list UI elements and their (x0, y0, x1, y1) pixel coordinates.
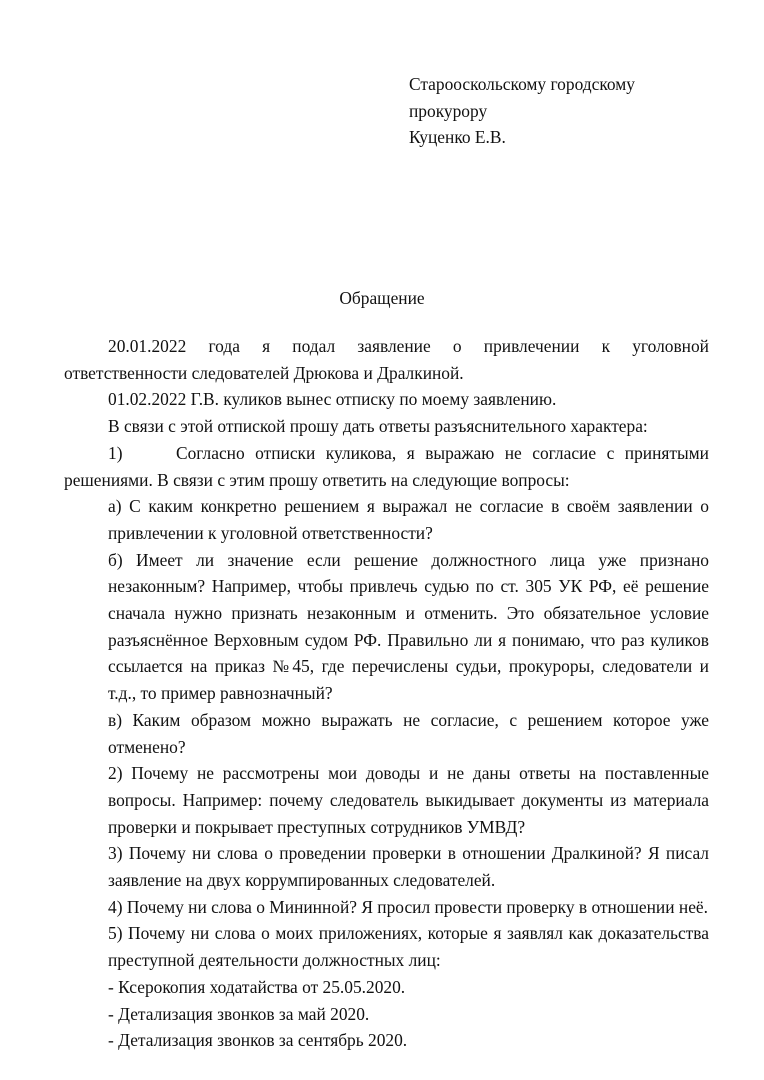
document-title: Обращение (339, 288, 425, 308)
paragraph: В связи с этой отпиской прошу дать ответы разъяснительного характера: (108, 416, 648, 437)
paragraph: решениями. В связи с этим прошу ответить на следующие вопросы: (64, 469, 570, 490)
paragraph: 01.02.2022 Г.В. куликов вынес отписку по моему заявлению. (108, 389, 557, 410)
numbered-item: 4) Почему ни слова о Мининной? Я просил провести проверку в отношении неё. (108, 896, 708, 917)
attachment-item: - Детализация звонков за сентябрь 2020. (108, 1030, 408, 1051)
paragraph: ответственности следователей Дрюкова и Дралкиной. (64, 362, 464, 383)
sub-item-a: а) С каким конкретно решением я выражал не согласие в своём заявлении о привлечении к уголовной ответственности? (108, 496, 709, 543)
sub-item-v: в) Каким образом можно выражать не согласие, с решением которое уже отменено? (108, 709, 709, 757)
attachment-item: - Детализация звонков за май 2020. (108, 1003, 370, 1024)
addressee-line: прокурору (409, 100, 488, 121)
paragraph: 20.01.2022 года я подал заявление о привлечении к уголовной (108, 336, 709, 356)
numbered-item: 3) Почему ни слова о проведении проверки в отношении Дралкиной? Я писал заявление на двух коррумпированных следователей. (108, 843, 709, 891)
sub-item-b: б) Имеет ли значение если решение должностного лица уже признано незаконным? Например, чтобы привлечь судью по ст. 305 УК РФ, её решение сначала нужно признать незаконным и отменить. Это обязательное условие разъяснённое Верховным судом РФ. Правильно ли я понимаю, что раз куликов ссылается на приказ №45, где перечислены судьи, прокуроры, следователи и т.д., то пример равнозначный? (108, 549, 709, 704)
numbered-item: 2) Почему не рассмотрены мои доводы и не даны ответы на поставленные вопросы. Например: почему следователь выкидывает документы из материала проверки и покрывает преступных сотрудников УМВД? (108, 763, 709, 837)
numbered-item: 5) Почему ни слова о моих приложениях, которые я заявлял как доказательства преступной деятельности должностных лиц: (108, 923, 709, 971)
addressee-line: Старооскольскому городскому (409, 74, 635, 94)
document-body (64, 333, 709, 1054)
item-number: 1) (108, 442, 123, 463)
addressee-line: Куценко Е.В. (409, 127, 506, 147)
numbered-item (64, 440, 709, 467)
addressee-block (409, 71, 635, 151)
attachment-item: - Ксерокопия ходатайства от 25.05.2020. (108, 976, 406, 997)
item-text: Согласно отписки куликова, я выражаю не согласие с принятыми (176, 442, 709, 463)
